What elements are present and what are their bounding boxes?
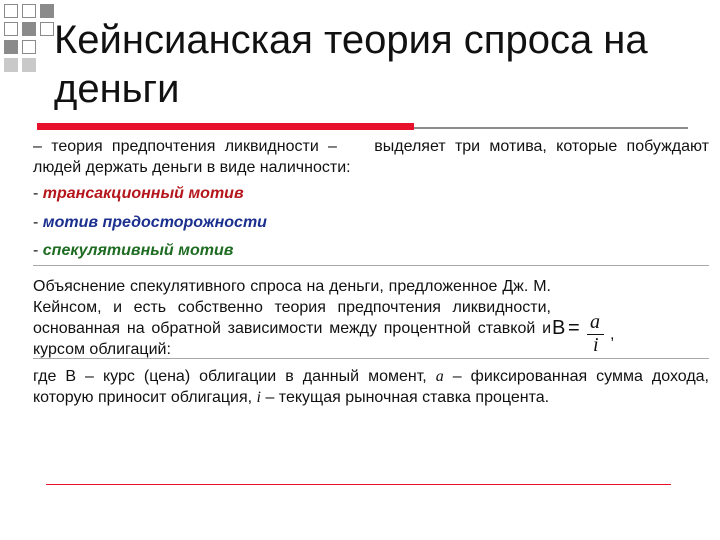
- decor-square: [4, 22, 18, 36]
- definition-i: – текущая рыночная ставка процента.: [265, 389, 550, 406]
- motive-label: трансакционный мотив: [42, 185, 244, 202]
- motive-label: мотив предосторожности: [42, 214, 267, 231]
- decor-square: [4, 58, 18, 72]
- motive-dash: -: [33, 242, 43, 259]
- decor-square: [40, 4, 54, 18]
- intro-paragraph: [33, 136, 709, 178]
- section-divider: [33, 265, 709, 266]
- intro-part1: – теория предпочтения ликвидности –: [33, 138, 337, 155]
- decor-square: [40, 22, 54, 36]
- formula-denominator: i: [593, 334, 599, 356]
- definition-a: – фиксированная сумма дохода, которую приносит облигация,: [33, 368, 709, 406]
- decor-square: [22, 58, 36, 72]
- explanation-paragraph: Объяснение спекулятивного спроса на деньги, предложенное Дж. М. Кейнсом, и есть собственно теория предпочтения ликвидности, основанная на обратной зависимости между процентной ставкой и курсом облигаций:: [33, 278, 551, 358]
- motive-label: спекулятивный мотив: [42, 242, 234, 259]
- definition-b: где В – курс (цена) облигации в данный момент,: [33, 368, 427, 385]
- decor-square: [22, 40, 36, 54]
- formula-equals: =: [568, 317, 580, 339]
- decor-square: [22, 22, 36, 36]
- motive-dash: -: [33, 185, 43, 202]
- formula-numerator: a: [590, 311, 600, 333]
- motive-dash: -: [33, 214, 43, 231]
- variable-a: a: [435, 368, 444, 385]
- formula-tail: ,: [610, 326, 615, 343]
- footer-rule: [46, 484, 671, 485]
- motive-item-speculative: [33, 240, 233, 261]
- decor-square: [4, 4, 18, 18]
- motive-item-transactional: [33, 183, 244, 204]
- decor-square: [22, 4, 36, 18]
- decor-square: [4, 40, 18, 54]
- slide-title: Кейнсианская теория спроса на деньги: [54, 18, 648, 111]
- formula-lhs: B: [552, 317, 566, 339]
- title-accent-bar: [37, 123, 414, 130]
- intro-part2: выделяет три мотива, которые побуждают людей держать деньги в виде наличности:: [33, 138, 710, 176]
- bond-price-formula: [552, 313, 622, 355]
- motive-item-precautionary: [33, 212, 267, 233]
- section-divider: [33, 358, 709, 359]
- definitions-paragraph: [33, 366, 709, 408]
- variable-i: i: [256, 389, 261, 406]
